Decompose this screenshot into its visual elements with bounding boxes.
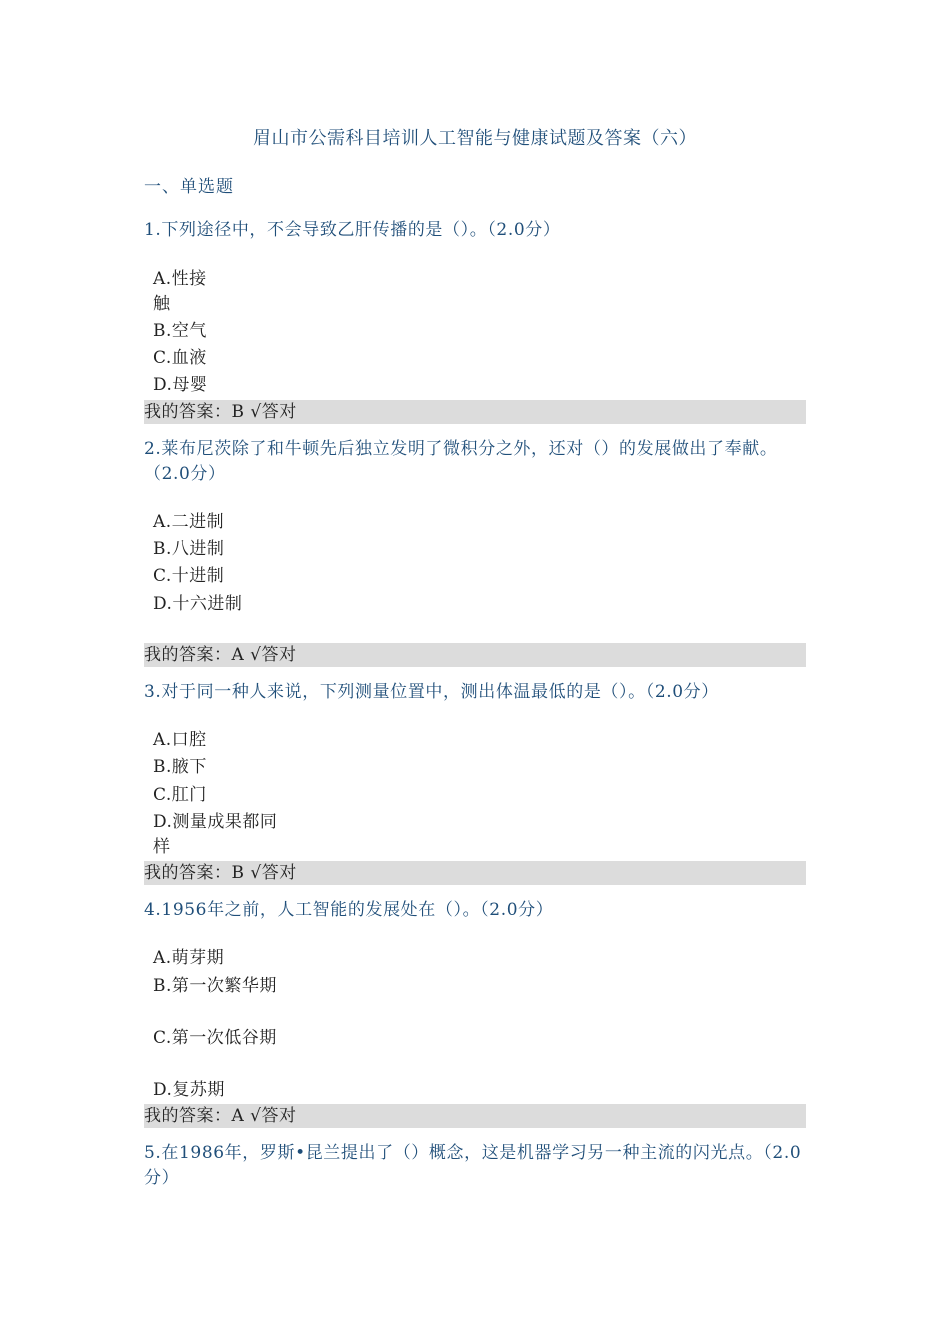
question-3-answer: 我的答案：B √答对 (144, 861, 806, 885)
question-2-answer: 我的答案：A √答对 (144, 643, 806, 667)
question-3-option-c: C.肛门 (153, 785, 207, 805)
question-4-answer: 我的答案：A √答对 (144, 1104, 806, 1128)
question-3-text: 3.对于同一种人来说，下列测量位置中，测出体温最低的是（）。（2.0分） (144, 682, 719, 702)
question-1-option-d: D.母婴 (153, 375, 208, 395)
question-5-text: 5.在1986年，罗斯•昆兰提出了（）概念，这是机器学习另一种主流的闪光点。（2.0分） (144, 1143, 802, 1188)
question-3-option-b: B.腋下 (153, 757, 207, 777)
question-2-option-d: D.十六进制 (153, 594, 243, 614)
document-title: 眉山市公需科目培训人工智能与健康试题及答案（六） (253, 128, 697, 149)
question-4-option-d: D.复苏期 (153, 1080, 225, 1100)
question-1-text: 1.下列途径中，不会导致乙肝传播的是（）。（2.0分） (144, 220, 561, 240)
question-1-option-b: B.空气 (153, 321, 207, 341)
question-2-option-a: A.二进制 (153, 512, 225, 532)
question-4-option-b: B.第一次繁华期 (153, 976, 277, 996)
question-3-option-a: A.口腔 (153, 730, 207, 750)
question-1-option-c: C.血液 (153, 348, 207, 368)
question-2-option-c: C.十进制 (153, 566, 225, 586)
question-2-option-b: B.八进制 (153, 539, 225, 559)
question-1-answer: 我的答案：B √答对 (144, 400, 806, 424)
question-1-option-a: A.性接触 (153, 269, 207, 314)
question-2-text: 2.莱布尼茨除了和牛顿先后独立发明了微积分之外，还对（）的发展做出了奉献。（2.0分） (144, 439, 778, 484)
question-4-option-a: A.萌芽期 (153, 948, 225, 968)
section-heading: 一、单选题 (144, 177, 234, 197)
question-3-option-d: D.测量成果都同样 (153, 812, 278, 857)
question-4-option-c: C.第一次低谷期 (153, 1028, 277, 1048)
question-4-text: 4.1956年之前，人工智能的发展处在（）。（2.0分） (144, 900, 554, 920)
